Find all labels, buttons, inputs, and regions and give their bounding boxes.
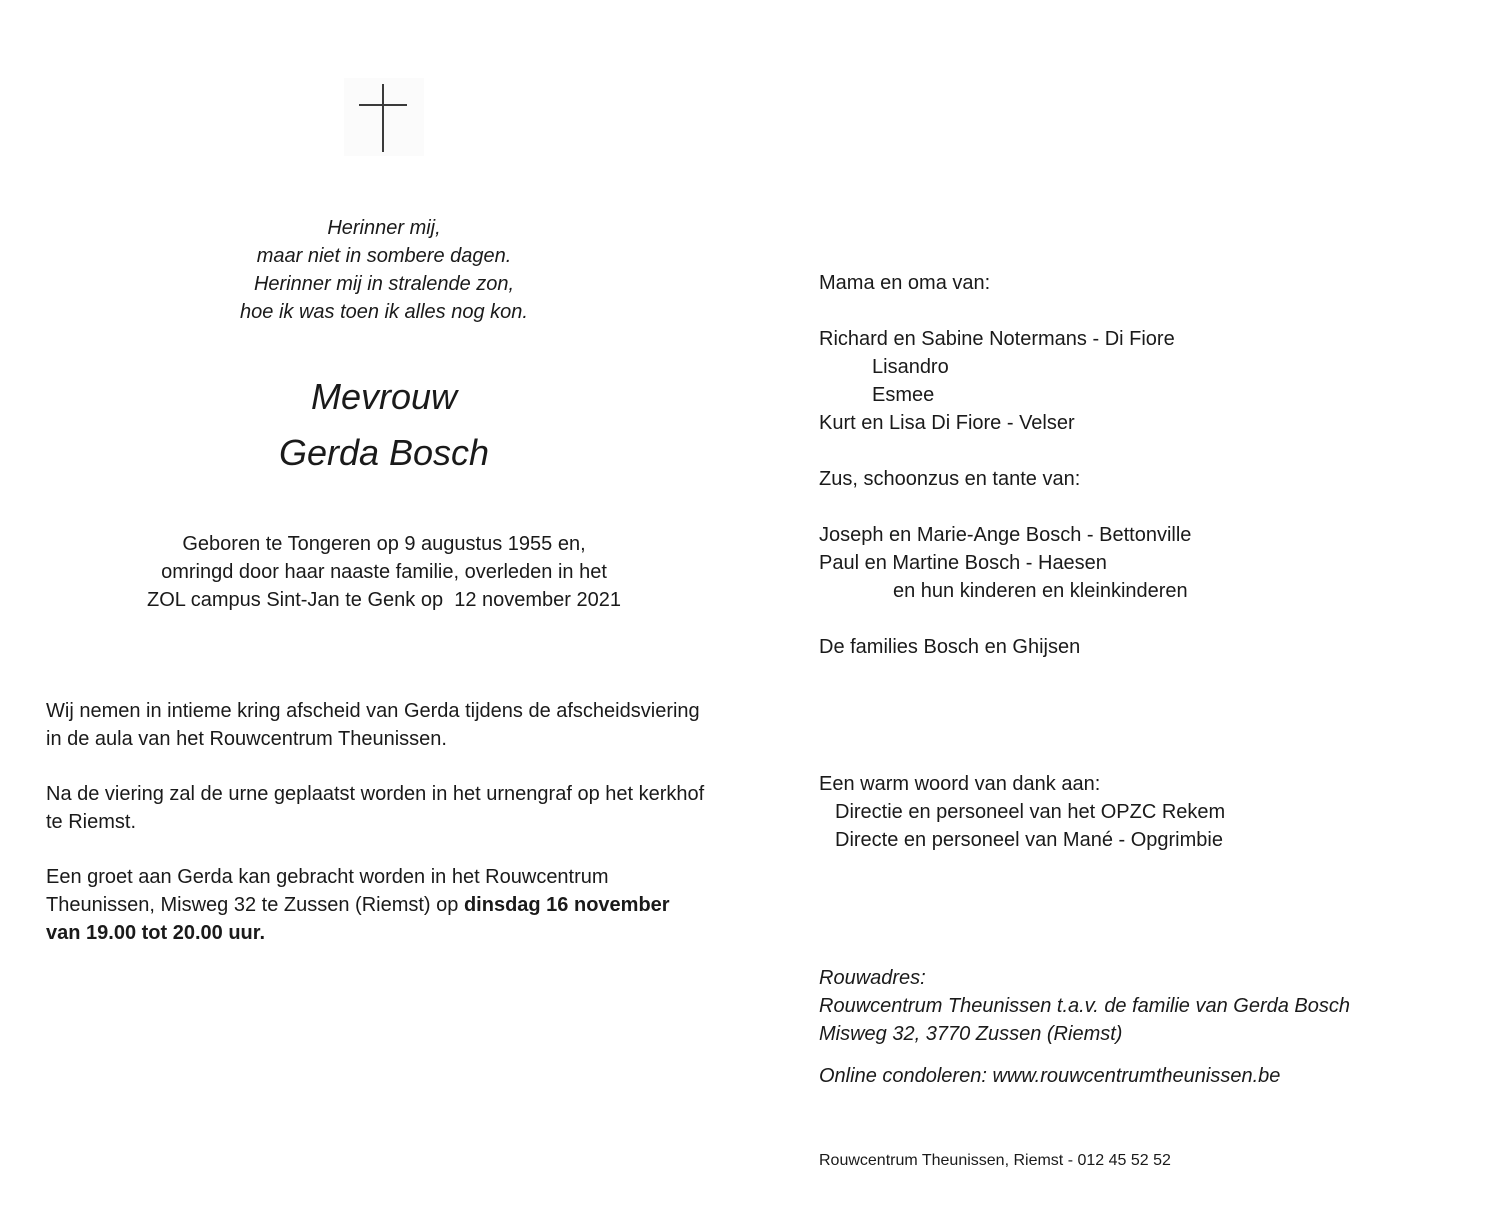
family-member: Joseph en Marie-Ange Bosch - Bettonville (819, 524, 1192, 546)
thanks-heading: Een warm woord van dank aan: (819, 773, 1101, 795)
birth-line: Geboren te Tongeren op 9 augustus 1955 en, (182, 533, 586, 555)
greeting-location: Theunissen, Misweg 32 te Zussen (Riemst) op (46, 894, 464, 916)
footer-funeral-home: Rouwcentrum Theunissen, Riemst - 012 45 52 52 (819, 1152, 1171, 1169)
paragraph-line: in de aula van het Rouwcentrum Theunissen. (46, 728, 447, 750)
paragraph-line (46, 891, 766, 919)
online-condolence (819, 1062, 1489, 1090)
farewell-paragraph (46, 697, 766, 753)
address-line: Rouwcentrum Theunissen t.a.v. de familie van Gerda Bosch (819, 995, 1350, 1017)
paragraph-line: Na de viering zal de urne geplaatst worden in het urnengraf op het kerkhof (46, 783, 705, 805)
mourning-address (819, 964, 1489, 1048)
thanks-item: Directie en personeel van het OPZC Rekem (835, 801, 1226, 823)
poem-line: hoe ik was toen ik alles nog kon. (240, 301, 528, 323)
sister-heading: Zus, schoonzus en tante van: (819, 468, 1081, 490)
poem-line: Herinner mij, (327, 217, 441, 239)
paragraph-line: te Riemst. (46, 811, 137, 833)
death-line: omringd door haar naaste familie, overleden in het (161, 561, 607, 583)
greeting-paragraph (46, 863, 766, 947)
family-member: Richard en Sabine Notermans - Di Fiore (819, 328, 1175, 350)
cross-icon (344, 78, 424, 156)
birth-death-info (84, 530, 684, 614)
honorific: Mevrouw (310, 376, 458, 417)
greeting-date: dinsdag 16 november (463, 894, 670, 916)
thanks-item: Directe en personeel van Mané - Opgrimbie (835, 829, 1223, 851)
family-member: en hun kinderen en kleinkinderen (893, 580, 1188, 602)
paragraph-line: Een groet aan Gerda kan gebracht worden in het Rouwcentrum (46, 866, 609, 888)
family-member: Paul en Martine Bosch - Haesen (819, 552, 1107, 574)
mama-heading: Mama en oma van: (819, 272, 991, 294)
online-condolence-text: Online condoleren: www.rouwcentrumtheunissen.be (819, 1065, 1281, 1087)
family-member: Kurt en Lisa Di Fiore - Velser (819, 412, 1075, 434)
poem (84, 214, 684, 326)
urn-paragraph (46, 780, 766, 836)
poem-line: Herinner mij in stralende zon, (253, 273, 515, 295)
families-line: De families Bosch en Ghijsen (819, 636, 1081, 658)
poem-line: maar niet in sombere dagen. (256, 245, 512, 267)
deceased-name: Gerda Bosch (278, 432, 490, 473)
death-place-line: ZOL campus Sint-Jan te Genk op 12 november 2021 (147, 589, 621, 611)
paragraph-line: Wij nemen in intieme kring afscheid van Gerda tijdens de afscheidsviering (46, 700, 700, 722)
address-heading: Rouwadres: (819, 967, 926, 989)
grandchild: Esmee (872, 384, 935, 406)
address-line: Misweg 32, 3770 Zussen (Riemst) (819, 1023, 1123, 1045)
greeting-time: van 19.00 tot 20.00 uur. (46, 922, 265, 944)
family-list (819, 269, 1489, 661)
grandchild: Lisandro (872, 356, 949, 378)
thanks-section (819, 770, 1489, 854)
deceased-name-block (84, 369, 684, 481)
